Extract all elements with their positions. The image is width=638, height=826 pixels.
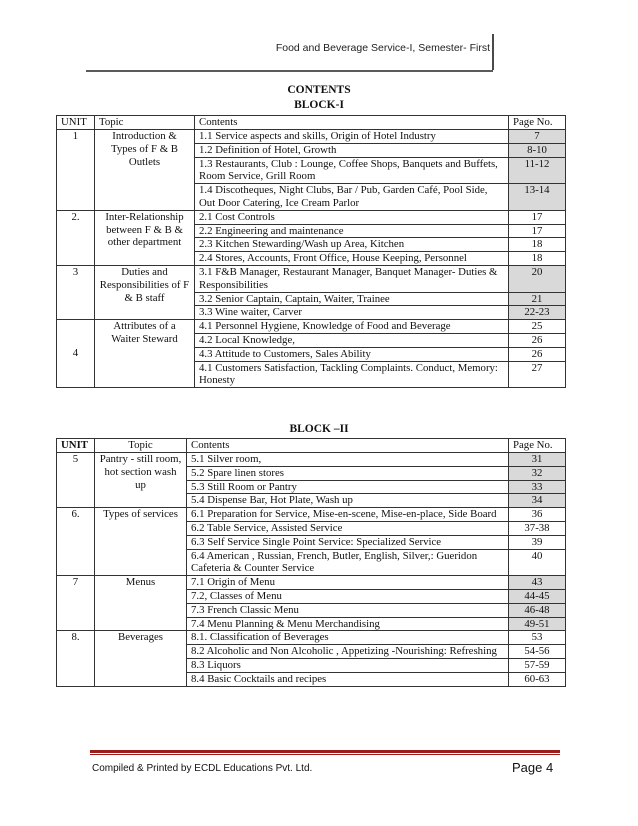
- footer-publisher: Compiled & Printed by ECDL Educations Pvt. Ltd.: [92, 763, 313, 774]
- footer-rule-thin: [90, 754, 560, 755]
- page-number-cell: 60-63: [509, 672, 566, 686]
- table-row: [57, 265, 566, 292]
- unit-cell: 4: [57, 320, 95, 388]
- block1-title: BLOCK-I: [294, 99, 344, 111]
- page-number-cell: 57-59: [509, 658, 566, 672]
- contents-cell: 6.1 Preparation for Service, Mise-en-scene, Mise-en-place, Side Board: [187, 508, 509, 522]
- unit-cell: 3: [57, 265, 95, 319]
- contents-cell: 5.2 Spare linen stores: [187, 466, 509, 480]
- page-number-cell: 32: [509, 466, 566, 480]
- table-row: [57, 453, 566, 467]
- contents-cell: 1.4 Discotheques, Night Clubs, Bar / Pub, Garden Café, Pool Side, Out Door Catering, Ice Cream Parlor: [195, 184, 509, 211]
- contents-cell: 1.1 Service aspects and skills, Origin of Hotel Industry: [195, 130, 509, 144]
- page-number-cell: 40: [509, 549, 566, 576]
- table-header-row: [57, 439, 566, 453]
- unit-cell: 1: [57, 130, 95, 211]
- contents-cell: 1.2 Definition of Hotel, Growth: [195, 143, 509, 157]
- page-number-cell: 33: [509, 480, 566, 494]
- page-number-cell: 21: [509, 292, 566, 306]
- page-number: Page 4: [512, 760, 554, 775]
- contents-cell: 5.1 Silver room,: [187, 453, 509, 467]
- page-number-cell: 43: [509, 576, 566, 590]
- page-number-cell: 34: [509, 494, 566, 508]
- contents-cell: 7.2, Classes of Menu: [187, 589, 509, 603]
- page-number-cell: 26: [509, 347, 566, 361]
- page-number-cell: 39: [509, 535, 566, 549]
- contents-cell: 1.3 Restaurants, Club : Lounge, Coffee Shops, Banquets and Buffets, Room Service, Grill Room: [195, 157, 509, 184]
- contents-cell: 3.3 Wine waiter, Carver: [195, 306, 509, 320]
- contents-cell: 4.2 Local Knowledge,: [195, 333, 509, 347]
- column-header: Contents: [195, 116, 509, 130]
- column-header: UNIT: [57, 439, 95, 453]
- contents-cell: 2.2 Engineering and maintenance: [195, 224, 509, 238]
- page-number-cell: 53: [509, 631, 566, 645]
- contents-cell: 8.2 Alcoholic and Non Alcoholic , Appetizing -Nourishing: Refreshing: [187, 645, 509, 659]
- page-number-cell: 25: [509, 320, 566, 334]
- contents-cell: 2.4 Stores, Accounts, Front Office, House Keeping, Personnel: [195, 252, 509, 266]
- column-header: Topic: [95, 439, 187, 453]
- header-vertical-rule: [492, 34, 494, 70]
- contents-cell: 4.3 Attitude to Customers, Sales Ability: [195, 347, 509, 361]
- column-header: Topic: [95, 116, 195, 130]
- unit-cell: 8.: [57, 631, 95, 686]
- topic-cell: Duties and Responsibilities of F & B staff: [95, 265, 195, 319]
- contents-cell: 3.1 F&B Manager, Restaurant Manager, Banquet Manager- Duties & Responsibilities: [195, 265, 509, 292]
- page-number-cell: 11-12: [509, 157, 566, 184]
- page-number-cell: 44-45: [509, 589, 566, 603]
- unit-cell: 5: [57, 453, 95, 508]
- contents-cell: 7.3 French Classic Menu: [187, 603, 509, 617]
- topic-cell: Attributes of a Waiter Steward: [95, 320, 195, 388]
- contents-cell: 8.3 Liquors: [187, 658, 509, 672]
- page-number-cell: 7: [509, 130, 566, 144]
- table-row: [57, 210, 566, 224]
- block1-table: [56, 115, 566, 388]
- header-rule: [86, 70, 493, 72]
- contents-cell: 7.4 Menu Planning & Menu Merchandising: [187, 617, 509, 631]
- contents-cell: 4.1 Personnel Hygiene, Knowledge of Food and Beverage: [195, 320, 509, 334]
- page-number-cell: 54-56: [509, 645, 566, 659]
- column-header: Page No.: [509, 116, 566, 130]
- contents-cell: 2.1 Cost Controls: [195, 210, 509, 224]
- contents-cell: 4.1 Customers Satisfaction, Tackling Complaints. Conduct, Memory: Honesty: [195, 361, 509, 388]
- table-row: [57, 130, 566, 144]
- topic-cell: Introduction & Types of F & B Outlets: [95, 130, 195, 211]
- contents-cell: 5.4 Dispense Bar, Hot Plate, Wash up: [187, 494, 509, 508]
- unit-cell: 6.: [57, 508, 95, 576]
- table-row: [57, 576, 566, 590]
- topic-cell: Inter-Relationship between F & B & other department: [95, 210, 195, 265]
- page-number-cell: 22-23: [509, 306, 566, 320]
- page-number-cell: 18: [509, 238, 566, 252]
- table-row: [57, 508, 566, 522]
- block2-title: BLOCK –II: [289, 423, 349, 435]
- page-number-cell: 17: [509, 224, 566, 238]
- topic-cell: Types of services: [95, 508, 187, 576]
- page-number-cell: 37-38: [509, 521, 566, 535]
- contents-cell: 8.4 Basic Cocktails and recipes: [187, 672, 509, 686]
- page-number-cell: 20: [509, 265, 566, 292]
- contents-cell: 2.3 Kitchen Stewarding/Wash up Area, Kitchen: [195, 238, 509, 252]
- page-number-cell: 13-14: [509, 184, 566, 211]
- column-header: Page No.: [509, 439, 566, 453]
- table-row: [57, 631, 566, 645]
- topic-cell: Menus: [95, 576, 187, 631]
- page-number-cell: 36: [509, 508, 566, 522]
- topic-cell: Pantry - still room, hot section wash up: [95, 453, 187, 508]
- contents-cell: 8.1. Classification of Beverages: [187, 631, 509, 645]
- page-number-cell: 49-51: [509, 617, 566, 631]
- page-number-cell: 18: [509, 252, 566, 266]
- page-number-cell: 31: [509, 453, 566, 467]
- page-number-cell: 26: [509, 333, 566, 347]
- page-number-cell: 46-48: [509, 603, 566, 617]
- contents-cell: 6.2 Table Service, Assisted Service: [187, 521, 509, 535]
- page-number-cell: 27: [509, 361, 566, 388]
- running-header: Food and Beverage Service-I, Semester- First: [275, 42, 490, 54]
- contents-title: CONTENTS: [287, 84, 351, 96]
- page-number-cell: 17: [509, 210, 566, 224]
- unit-cell: 2.: [57, 210, 95, 265]
- footer-rule: [90, 750, 560, 753]
- table-row: [57, 320, 566, 334]
- column-header: UNIT: [57, 116, 95, 130]
- contents-cell: 3.2 Senior Captain, Captain, Waiter, Trainee: [195, 292, 509, 306]
- contents-cell: 6.4 American , Russian, French, Butler, English, Silver,: Gueridon Cafeteria & Counter Service: [187, 549, 509, 576]
- page-number-cell: 8-10: [509, 143, 566, 157]
- contents-cell: 6.3 Self Service Single Point Service: Specialized Service: [187, 535, 509, 549]
- contents-cell: 5.3 Still Room or Pantry: [187, 480, 509, 494]
- block2-table: [56, 438, 566, 687]
- contents-cell: 7.1 Origin of Menu: [187, 576, 509, 590]
- column-header: Contents: [187, 439, 509, 453]
- topic-cell: Beverages: [95, 631, 187, 686]
- unit-cell: 7: [57, 576, 95, 631]
- table-header-row: [57, 116, 566, 130]
